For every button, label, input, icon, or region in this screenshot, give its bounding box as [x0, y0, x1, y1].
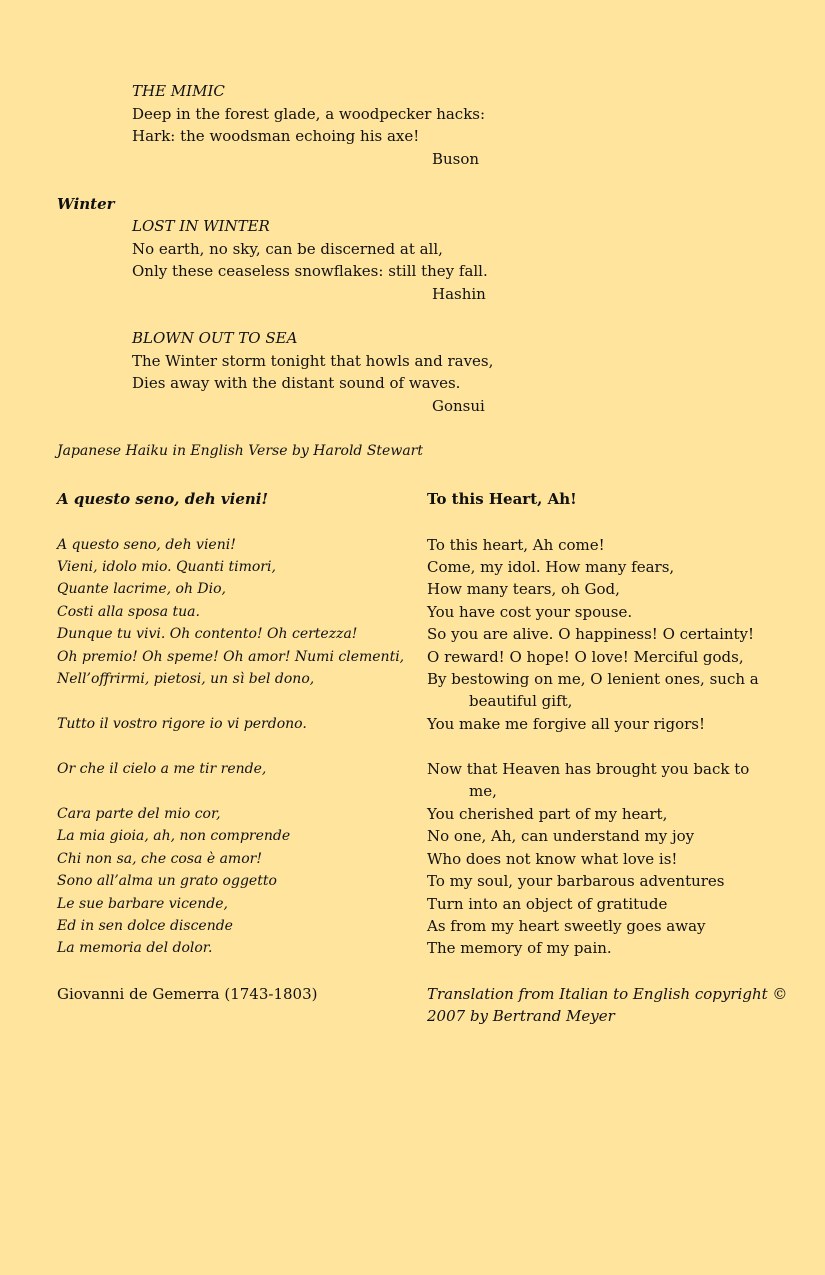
- haiku-author: Gonsui: [432, 397, 485, 415]
- english-line: No one, Ah, can understand my joy: [427, 827, 695, 845]
- english-line: How many tears, oh God,: [427, 580, 620, 598]
- english-line: Turn into an object of gratitude: [427, 895, 668, 913]
- italian-line: Sono all’alma un grato oggetto: [57, 873, 277, 889]
- haiku-line: Only these ceaseless snowflakes: still they fall.: [132, 262, 488, 280]
- italian-line: Or che il cielo a me tir rende,: [57, 761, 267, 777]
- haiku-line: The Winter storm tonight that howls and raves,: [132, 352, 494, 370]
- english-line: Now that Heaven has brought you back to: [427, 760, 750, 778]
- italian-line: Cara parte del mio cor,: [57, 806, 221, 822]
- english-line: So you are alive. O happiness! O certainty!: [427, 625, 755, 643]
- italian-line: Vieni, idolo mio. Quanti timori,: [57, 559, 276, 575]
- italian-line: A questo seno, deh vieni!: [57, 537, 236, 553]
- english-line: To my soul, your barbarous adventures: [427, 872, 725, 890]
- italian-line: La memoria del dolor.: [57, 940, 213, 956]
- poem-title-italian: A questo seno, deh vieni!: [57, 490, 269, 508]
- english-line: You have cost your spouse.: [427, 603, 633, 621]
- haiku-credit: Japanese Haiku in English Verse by Harold Stewart: [57, 443, 423, 459]
- poem-author: Giovanni de Gemerra (1743-1803): [57, 985, 318, 1003]
- italian-line: Tutto il vostro rigore io vi perdono.: [57, 716, 307, 732]
- italian-line: Dunque tu vivi. Oh contento! Oh certezza!: [57, 626, 358, 642]
- translation-credit: Translation from Italian to English copyright ©: [427, 985, 788, 1003]
- italian-line: Le sue barbare vicende,: [57, 896, 228, 912]
- haiku-line: No earth, no sky, can be discerned at all,: [132, 240, 443, 258]
- haiku-title: LOST IN WINTER: [132, 217, 270, 235]
- haiku-title: BLOWN OUT TO SEA: [132, 329, 298, 347]
- english-line-continuation: beautiful gift,: [469, 692, 573, 710]
- haiku-author: Hashin: [432, 285, 486, 303]
- haiku-line: Deep in the forest glade, a woodpecker hacks:: [132, 105, 486, 123]
- haiku-title: THE MIMIC: [132, 82, 225, 100]
- italian-line: La mia gioia, ah, non comprende: [57, 828, 291, 844]
- english-line: The memory of my pain.: [427, 939, 612, 957]
- english-line: You cherished part of my heart,: [427, 805, 668, 823]
- italian-line: Oh premio! Oh speme! Oh amor! Numi clementi,: [57, 649, 405, 665]
- haiku-line: Hark: the woodsman echoing his axe!: [132, 127, 420, 145]
- italian-line: Nell’offrirmi, pietosi, un sì bel dono,: [57, 671, 315, 687]
- italian-line: Quante lacrime, oh Dio,: [57, 581, 226, 597]
- translation-credit: 2007 by Bertrand Meyer: [427, 1007, 615, 1025]
- english-line: As from my heart sweetly goes away: [427, 917, 706, 935]
- haiku-line: Dies away with the distant sound of waves.: [132, 374, 461, 392]
- italian-line: Costi alla sposa tua.: [57, 604, 200, 620]
- italian-line: Chi non sa, che cosa è amor!: [57, 851, 262, 867]
- english-line-continuation: me,: [469, 782, 497, 800]
- english-line: Come, my idol. How many fears,: [427, 558, 675, 576]
- season-heading: Winter: [57, 195, 115, 213]
- english-line: You make me forgive all your rigors!: [427, 715, 706, 733]
- poem-title-english: To this Heart, Ah!: [427, 490, 577, 508]
- haiku-author: Buson: [432, 150, 480, 168]
- english-line: O reward! O hope! O love! Merciful gods,: [427, 648, 744, 666]
- english-line: Who does not know what love is!: [427, 850, 678, 868]
- english-line: To this heart, Ah come!: [427, 536, 605, 554]
- english-line: By bestowing on me, O lenient ones, such a: [427, 670, 759, 688]
- italian-line: Ed in sen dolce discende: [57, 918, 233, 934]
